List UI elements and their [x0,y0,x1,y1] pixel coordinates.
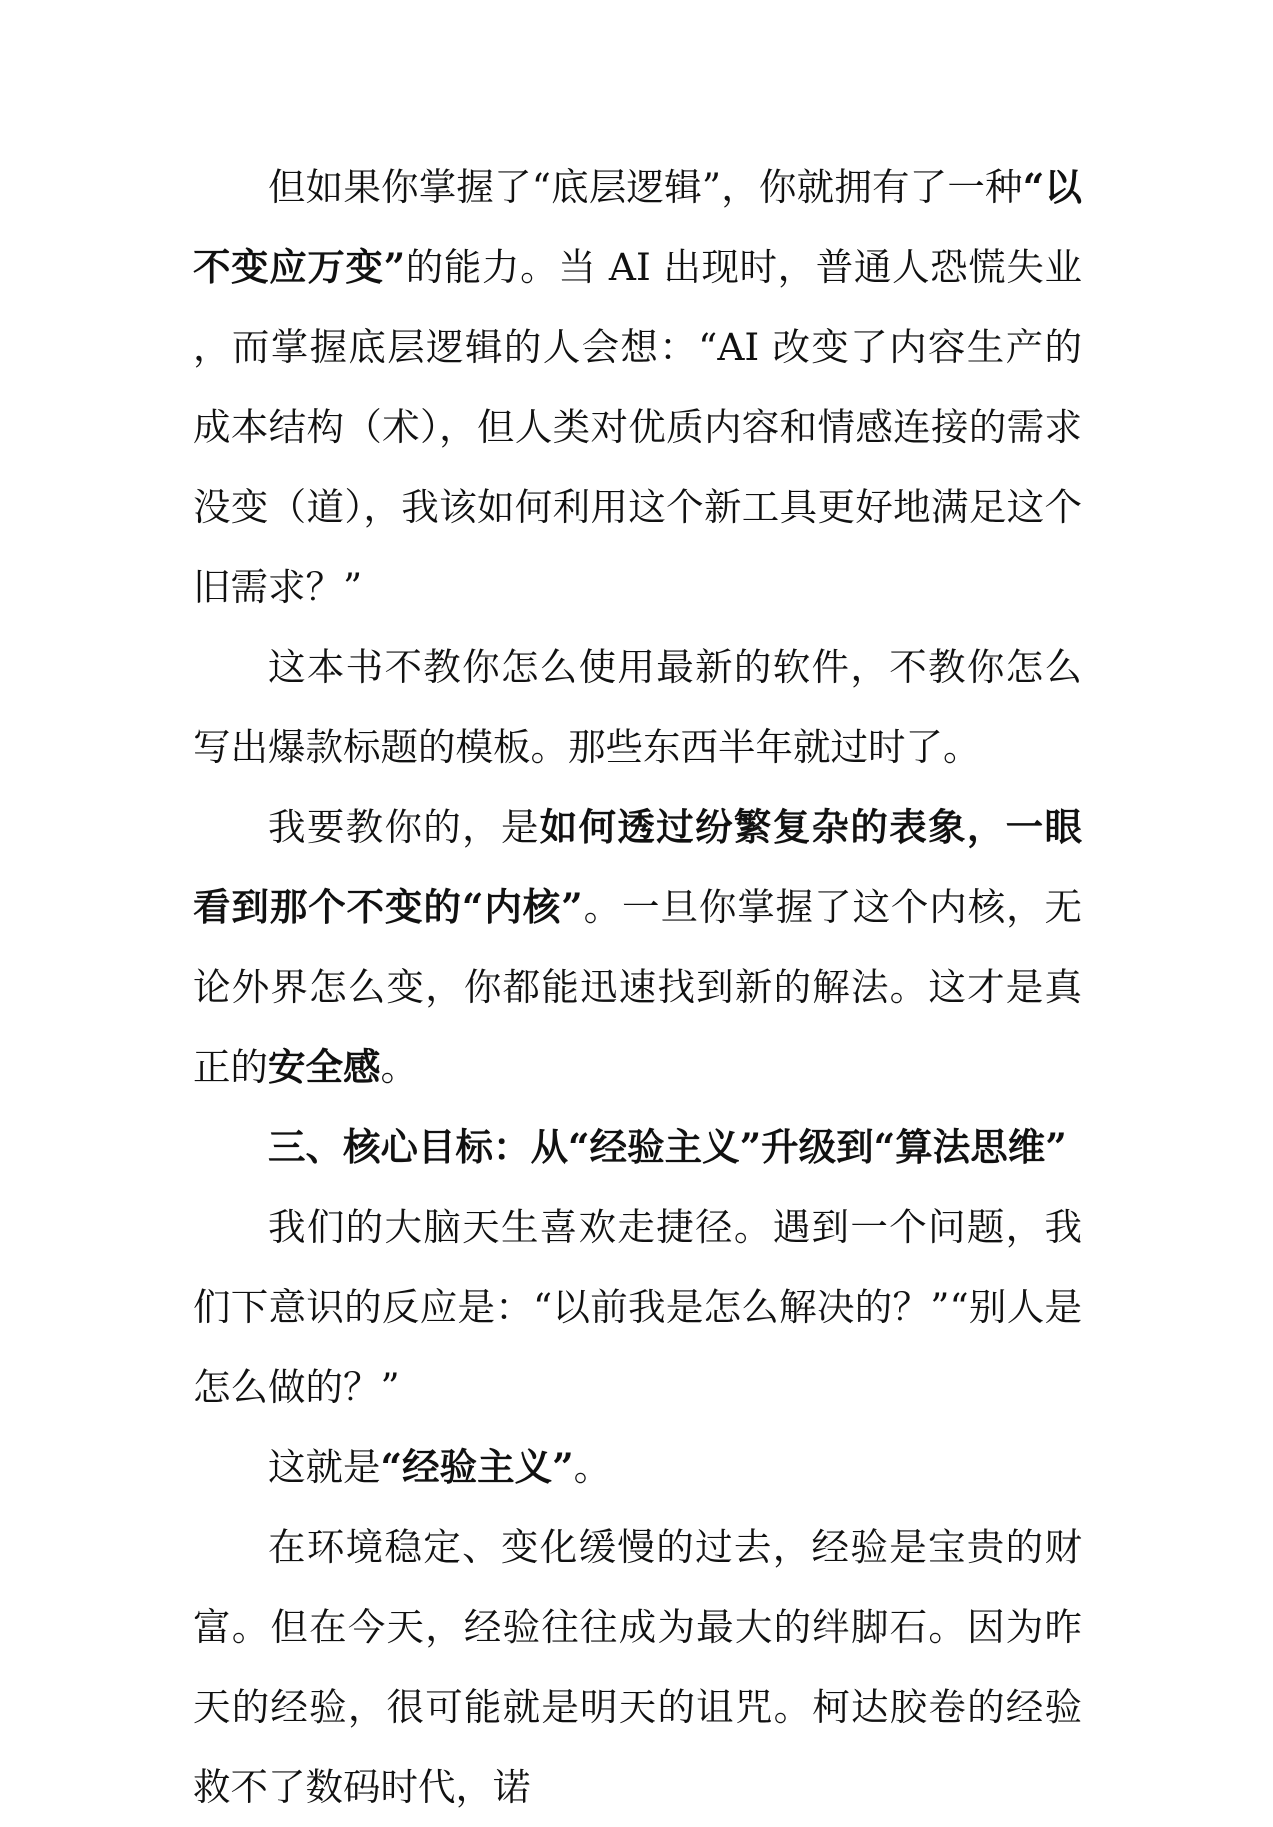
body-paragraph [193,627,1082,787]
text-run: 我们的大脑天生喜欢走捷径。遇到一个问题，我们下意识的反应是：“以前我是怎么解决的？”“别人是怎么做的？” [193,1205,1082,1409]
text-run: 。 [573,1445,612,1489]
text-run: 这本书不教你怎么使用最新的软件，不教你怎么写出爆款标题的模板。那些东西半年就过时了。 [193,645,1082,769]
bold-text: 三、核心目标：从“经验主义”升级到“算法思维” [268,1125,1067,1169]
text-run: 我要教你的，是 [268,805,540,849]
body-paragraph [193,1427,1082,1507]
bold-text: “经验主义” [380,1445,574,1489]
text-run: 。 [380,1045,418,1089]
text-run: 。一旦你掌握了这个内核，无论外界怎么变，你都能迅速找到新的解法。这才是真正的 [193,885,1083,1089]
bold-text: “以不变应万变” [193,165,1082,289]
text-run: 在环境稳定、变化缓慢的过去，经验是宝贵的财富。但在今天，经验往往成为最大的绊脚石。因为昨天的经验，很可能就是明天的诅咒。柯达胶卷的经验救不了数码时代，诺 [193,1525,1082,1809]
text-run: 的能力。当 AI 出现时，普通人恐慌失业，而掌握底层逻辑的人会想：“AI 改变了内容生产的成本结构（术），但人类对优质内容和情感连接的需求没变（道），我该如何利用这个新工具更好地满足这个旧需求？” [193,245,1082,609]
text-run: 但如果你掌握了“底层逻辑”，你就拥有了一种 [268,165,1023,209]
body-paragraph [193,1507,1082,1827]
bold-text: 安全感 [268,1045,381,1089]
body-paragraph [193,1187,1082,1427]
document-page [193,147,1083,1809]
body-paragraph [193,787,1082,1107]
text-run: 这就是 [268,1445,381,1489]
section-heading [193,1107,1082,1187]
body-paragraph [193,147,1082,627]
bold-text: 如何透过纷繁复杂的表象，一眼看到那个不变的“内核” [193,805,1083,929]
